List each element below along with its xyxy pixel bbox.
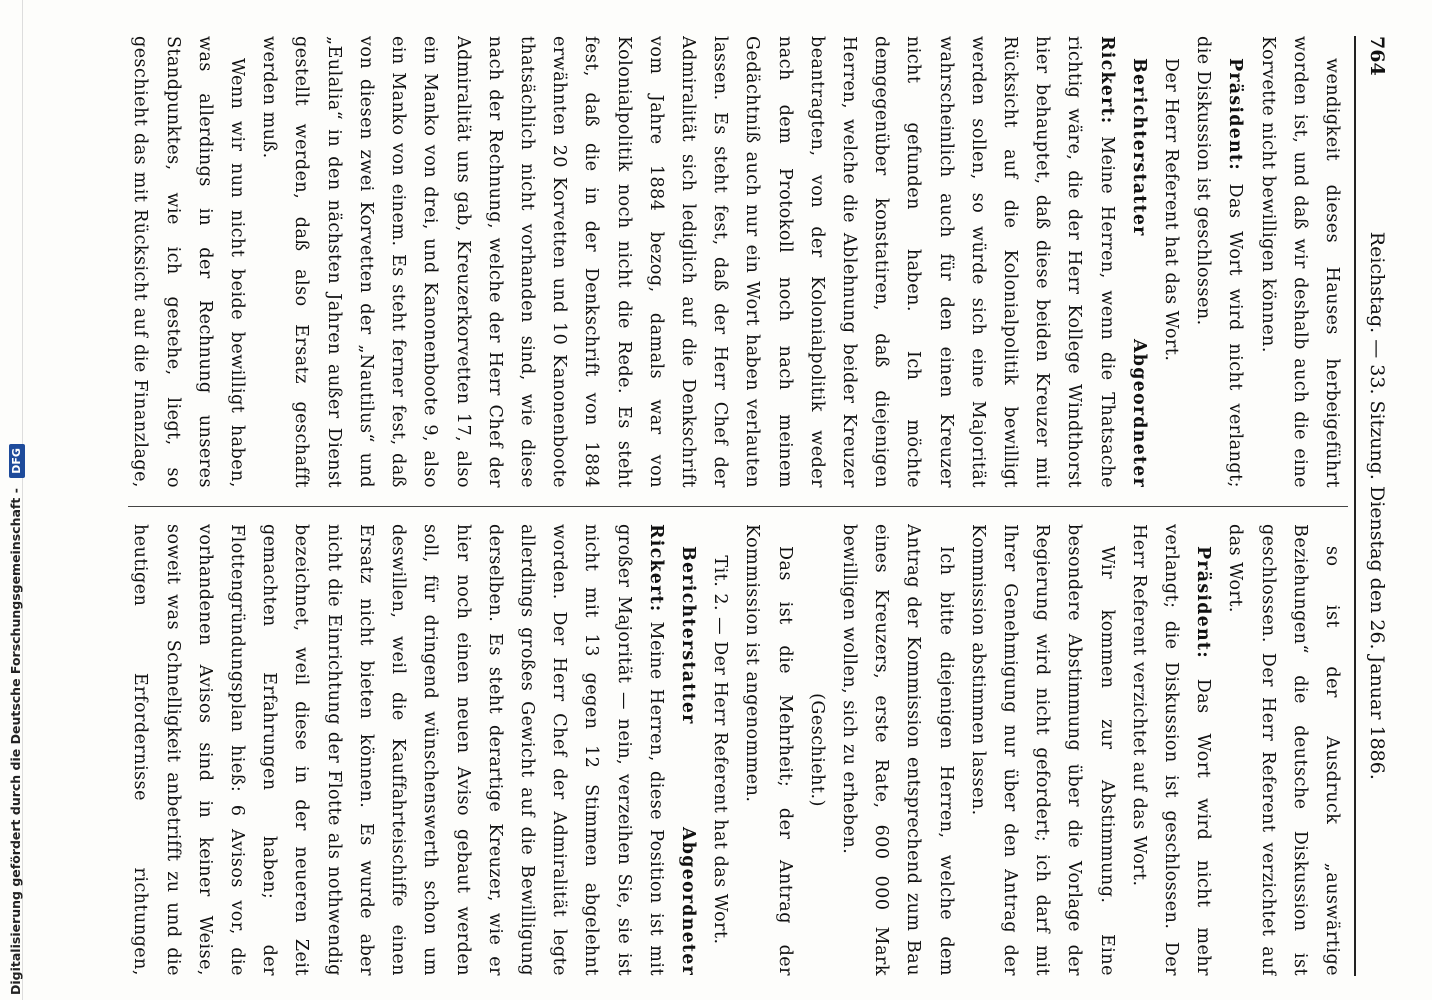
paragraph [118, 36, 253, 488]
paragraph-text: Wenn wir nun nicht beide bewilligt haben, was allerdings in der Rechnung unseres Standpunktes, wie ich gestehe, liegt, so geschieht das mit Rücksicht auf die Finanzlage, [130, 36, 248, 488]
rotated-text-page [114, 36, 1394, 976]
running-title: Reichstag. — 33. Sitzung. Dienstag den 26. Januar 1886. [1366, 231, 1388, 780]
paragraph-text: Meine Herren, wenn die Thatsache richtig wäre, die der Herr Kollege Windthorst hier behauptet, daß diese beiden Kreuzer mit Rücksicht auf die Kolonialpolitik bewilligt werden sollen, so würde sich eine Majorität wahrscheinlich auch für den einen Kreuzer nicht gefunden haben. Ich möchte demgegenüber konstatiren, daß diejenigen Herren, welche die Ablehnung beider Kreuzer beantragten, von der Kolonialpolitik weder nach dem Protokoll noch nach meinem Gedächtniß auch nur ein Wort haben verlauten lassen. Es steht fest, daß der Herr Chef der Admiralität sich lediglich auf die Denkschrift vom Jahre 1884 bezog, damals war von Kolonialpolitik noch nicht die Rede. Es steht fest, daß die in der Denkschrift von 1884 erwähnten 20 Korvetten und 10 Kanonenboote thatsächlich nicht vorhanden sind, wie diese nach der Rechnung, welche der Herr Chef der Admiralität uns gab, Kreuzerkorvetten 17, also ein Manko von drei, und Kanonenboote 9, also ein Manko von einem. Es steht ferner fest, daß von diesen zwei Korvetten der „Nautilus“ und „Eulalia“ in den nächsten Jahren außer Dienst gestellt werden, daß also Ersatz geschafft werden muß. [259, 36, 1117, 488]
speaker-name: Berichterstatter Abgeordneter Rickert: [645, 524, 698, 976]
paragraph [833, 524, 962, 976]
paragraph-text: Der Herr Referent hat das Wort. [1160, 58, 1181, 362]
left-text-column [118, 36, 1348, 488]
paragraph-text: wendigkeit dieses Hauses herbeigeführt worden ist, und daß wir deshalb auch die eine Korvette nicht bewilligen können. [1257, 36, 1342, 488]
paragraph [1155, 36, 1187, 488]
speaker-name: Präsident: [1193, 546, 1214, 659]
footer-text: Digitalisierung gefördert durch die Deutsche Forschungsgemeinschaft - [8, 488, 23, 995]
paragraph [736, 524, 800, 976]
centered-note [704, 524, 736, 976]
speaker-name: Berichterstatter Abgeordneter Rickert: [1096, 36, 1149, 488]
paragraph [118, 524, 704, 976]
paragraph [253, 36, 1155, 488]
header-rule [1354, 36, 1356, 976]
paragraph [962, 524, 1123, 976]
digitization-footer [2, 5, 30, 995]
paragraph [1123, 524, 1220, 976]
paragraph-text: Das ist die Mehrheit; der Antrag der Kommission ist angenommen. [742, 524, 795, 976]
paragraph-text: Das Wort wird nicht verlangt; die Diskussion ist geschlossen. [1193, 36, 1246, 488]
paragraph-text: (Geschieht.) [806, 693, 827, 807]
page-number: 764 [1366, 36, 1388, 76]
column-separator [128, 506, 1348, 507]
paragraph-text: Wir kommen zur Abstimmung. Eine besondere Abstimmung über die Vorlage der Regierung wird nicht gefordert; ich darf mit Ihrer Genehmigung nur über den Antrag der Kommission abstimmen lassen. [967, 524, 1117, 976]
page-header [1360, 36, 1394, 976]
paragraph-text: Das Wort wird nicht mehr verlangt; die Diskussion ist geschlossen. Der Herr Referent verzichtet auf das Wort. [1128, 524, 1214, 976]
paragraph [1251, 36, 1348, 488]
centered-note [801, 524, 833, 976]
paragraph-text: Meine Herren, diese Position ist mit großer Majorität — nein, verzeihen Sie, sie ist nicht mit 13 gegen 12 Stimmen abgelehnt worden. Der Herr Chef der Admiralität legte allerdings großes Gewicht auf die Bewilligung derselben. Es steht derartige Kreuzer, wie er hier noch einen neuen Aviso gebaut werden soll, für dringend wünschenswerth schon um deswillen, weil die Kauffahrteischiffe einen Ersatz nicht bieten können. Es wurde aber nicht die Einrichtung der Flotte als nothwendig bezeichnet, weil diese in der neueren Zeit gemachten Erfahrungen haben; der Flottengründungsplan hieß: 6 Avisos vor, die vorhandenen Avisos sind in keiner Weise, soweit was Schnelligkeit anbetrifft zu und die heutigen Erfordernisse richtungen, [130, 524, 666, 976]
paragraph [1219, 524, 1348, 976]
speaker-name: Präsident: [1225, 58, 1246, 171]
right-text-column [118, 524, 1348, 976]
paragraph-text: Ich bitte diejenigen Herren, welche dem Antrag der Kommission entsprechend zum Bau eines Kreuzers, erste Rate, 600 000 Mark bewilligen wollen, sich zu erheben. [838, 524, 956, 976]
paragraph [1187, 36, 1251, 488]
paragraph-text: Tit. 2. — Der Herr Referent hat das Wort. [710, 555, 731, 945]
dfg-logo: DFG [9, 444, 25, 478]
paragraph-text: so ist der Ausdruck „auswärtige Beziehungen“ die deutsche Diskussion ist geschlossen. Der Herr Referent verzichtet auf das Wort. [1225, 524, 1342, 976]
